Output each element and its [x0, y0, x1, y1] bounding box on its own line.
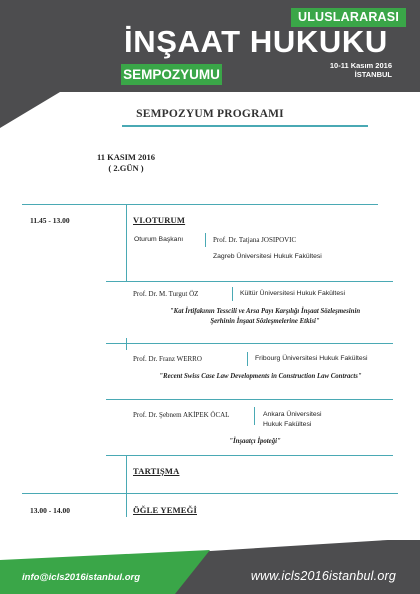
footer-banner [0, 540, 420, 594]
speaker2-talk-line1: "Recent Swiss Case Law Developments in Construction Law Contracts" [159, 373, 362, 380]
program-day-date: 11 KASIM 2016 [96, 152, 156, 162]
footer-website-link[interactable]: www.icls2016istanbul.org [250, 569, 396, 583]
speaker1-affiliation: Kültür Üniversitesi Hukuk Fakültesi [240, 290, 346, 297]
session-time: 11.45 - 13.00 [30, 216, 70, 225]
chair-divider [205, 233, 206, 247]
program-day-sub: ( 2.GÜN ) [108, 163, 144, 173]
speaker1-separator [232, 287, 233, 301]
speaker3-talk [200, 437, 310, 447]
speaker3-affiliation-line2: Hukuk Fakültesi [263, 421, 312, 428]
header-date-line2: İSTANBUL [354, 70, 392, 79]
speaker2-affiliation: Fribourg Üniversitesi Hukuk Fakültesi [255, 355, 368, 362]
speaker2-name: Prof. Dr. Franz WERRO [133, 355, 202, 363]
speaker2-vertical [126, 338, 127, 350]
program-bottom-divider [106, 455, 393, 456]
speaker2-talk [133, 372, 388, 382]
chair-affiliation: Zagreb Üniversitesi Hukuk Fakültesi [213, 253, 322, 260]
lunch-divider [22, 493, 398, 494]
speaker1-talk [140, 307, 390, 327]
session-vertical-line [126, 204, 127, 282]
header-title: İNŞAAT HUKUKU [124, 24, 388, 59]
program-day [86, 152, 166, 174]
lunch-time: 13.00 - 14.00 [30, 506, 70, 515]
session-top-divider [22, 204, 378, 205]
title-underline [122, 125, 368, 127]
program-lower-vertical [126, 455, 127, 517]
speaker2-separator [247, 352, 248, 366]
speaker3-divider [106, 399, 393, 400]
chair-name: Prof. Dr. Tatjana JOSIPOVIC [213, 236, 297, 244]
speaker3-separator [254, 407, 255, 425]
speaker1-name: Prof. Dr. M. Turgut ÖZ [133, 290, 199, 298]
session-name: VI.OTURUM [133, 215, 186, 225]
speaker3-affiliation-line1: Ankara Üniversitesi [263, 411, 322, 418]
footer-email-link[interactable]: info@icls2016istanbul.org [22, 572, 141, 583]
discussion-label: TARTIŞMA [133, 466, 180, 476]
speaker3-name: Prof. Dr. Şebnem AKİPEK ÖCAL [133, 411, 230, 419]
speaker3-talk-line1: "İnşaatçı İpoteği" [229, 438, 281, 445]
speaker1-talk-line2: Şerhinin İnşaat Sözleşmelerine Etkisi" [210, 318, 320, 325]
chair-label: Oturum Başkanı [134, 236, 184, 243]
header-date [330, 61, 392, 79]
header-tag: ULUSLARARASI [291, 8, 406, 27]
header-date-line1: 10-11 Kasım 2016 [329, 61, 392, 70]
lunch-name: ÖĞLE YEMEĞİ [133, 505, 197, 515]
speaker1-talk-line1: "Kat İrtifakının Tesscili ve Arsa Payı Karşılığı İnşaat Sözleşmesinin [169, 308, 361, 315]
speaker1-divider [106, 281, 393, 282]
program-title: SEMPOZYUM PROGRAMI [136, 108, 284, 120]
header-subtitle: SEMPOZYUMU [121, 64, 222, 85]
speaker2-divider [106, 343, 393, 344]
